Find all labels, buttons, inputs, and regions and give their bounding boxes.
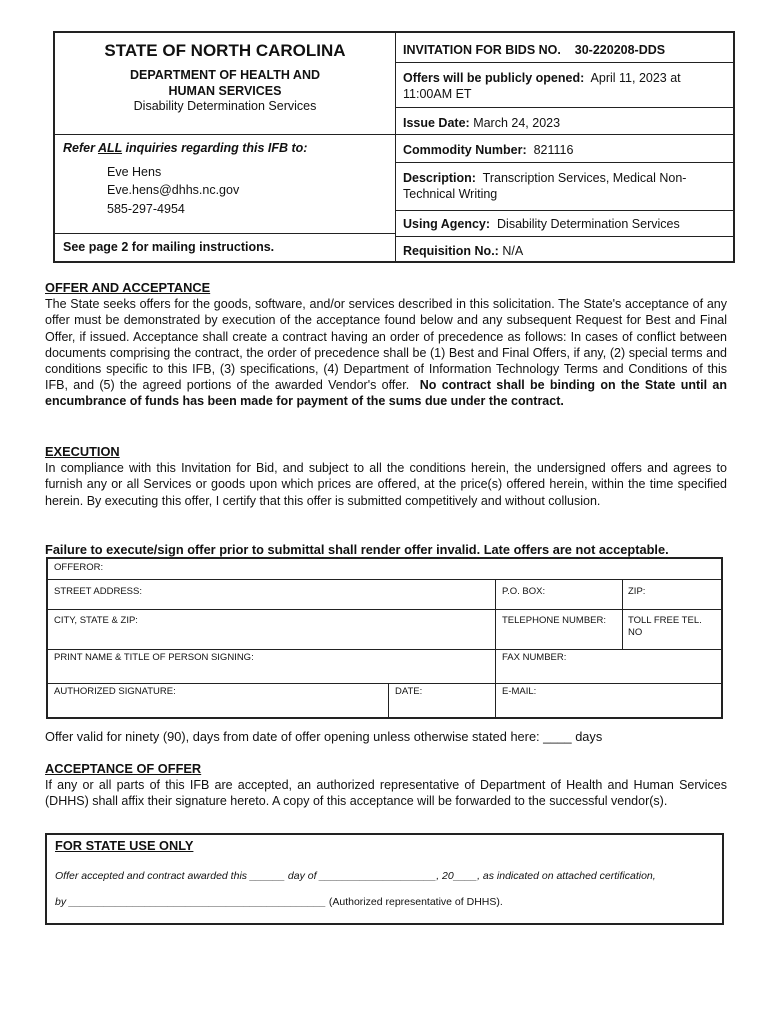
left-divider-2: [55, 233, 395, 234]
execution-heading: EXECUTION: [45, 444, 120, 459]
right-divider-4: [395, 162, 733, 163]
form-col-line-2: [622, 579, 623, 649]
form-col-line-3: [388, 683, 389, 717]
offers-opened: Offers will be publicly opened: April 11, 2023 at 11:00AM ET: [403, 71, 681, 101]
execution-body: In compliance with this Invitation for Bid, and subject to all the conditions herein, the undersigned offers and agrees to furnish any or all Services or goods upon which prices are offered, at the price(s) offered herein, within the time specified herein. By executing this offer, I certify that this offer is submitted competitively and without collusion.: [45, 461, 727, 508]
issue-date: Issue Date: March 24, 2023: [403, 116, 561, 130]
header-divider: [395, 33, 396, 261]
fax-field[interactable]: FAX NUMBER:: [502, 652, 567, 663]
state-use-box: [45, 833, 724, 925]
city-state-zip-field[interactable]: CITY, STATE & ZIP:: [54, 615, 138, 626]
state-title: STATE OF NORTH CAROLINA: [104, 41, 346, 60]
award-line[interactable]: Offer accepted and contract awarded this ______ day of ____________________, 20____, as indicated on attached certification,: [55, 870, 656, 882]
form-col-line-1: [495, 579, 496, 717]
email-field[interactable]: E-MAIL:: [502, 686, 537, 697]
right-divider-3: [395, 134, 733, 135]
form-row-line-2: [48, 609, 721, 610]
commodity-number: Commodity Number: 821116: [403, 143, 574, 157]
acceptance-of-offer-section: [45, 761, 727, 810]
acceptance-body: If any or all parts of this IFB are accepted, an authorized representative of Department of Health and Human Services (DHHS) shall affix their signature hereto. A copy of this acceptance will be forwarded to the successful vendor(s).: [45, 778, 727, 809]
contact-phone: 585-297-4954: [107, 202, 185, 216]
division-name: Disability Determination Services: [133, 99, 317, 113]
print-name-field[interactable]: PRINT NAME & TITLE OF PERSON SIGNING:: [54, 652, 254, 663]
zip-field[interactable]: ZIP:: [628, 586, 646, 597]
telephone-field[interactable]: TELEPHONE NUMBER:: [502, 615, 606, 626]
offer-and-acceptance-section: [45, 280, 727, 410]
state-use-heading: FOR STATE USE ONLY: [55, 838, 194, 853]
date-field[interactable]: DATE:: [395, 686, 423, 697]
acceptance-heading: ACCEPTANCE OF OFFER: [45, 761, 202, 776]
ifb-number: INVITATION FOR BIDS NO. 30-220208-DDS: [403, 43, 666, 57]
right-divider-5: [395, 210, 733, 211]
description: Description: Transcription Services, Medical Non-Technical Writing: [403, 171, 687, 201]
refer-inquiries: Refer ALL inquiries regarding this IFB to:: [63, 141, 308, 155]
offeror-form: [46, 557, 723, 719]
execution-section: [45, 444, 727, 509]
authorized-rep-line[interactable]: by ____________________________________________ (Authorized representative of DHHS).: [55, 896, 503, 908]
signature-field[interactable]: AUTHORIZED SIGNATURE:: [54, 686, 176, 697]
contact-name: Eve Hens: [107, 165, 162, 179]
form-row-line-4: [48, 683, 721, 684]
contact-email: Eve.hens@dhhs.nc.gov: [107, 183, 240, 197]
left-divider-1: [55, 134, 395, 135]
offer-acceptance-heading: OFFER AND ACCEPTANCE: [45, 280, 211, 295]
ifb-header-box: [53, 31, 735, 263]
form-row-line-1: [48, 579, 721, 580]
offer-acceptance-body: The State seeks offers for the goods, software, and/or services described in this solicitation. The State's acceptance of any offer must be demonstrated by execution of the acceptance found below and any subsequent Request for Best and Final Offer, if issued. Acceptance shall create a contract having an order of precedence as follows: In cases of conflict between documents comprising the contract, the order of precedence shall be (1) Best and Final Offers, if any, (2) special terms and conditions specific to this IFB, (3) specifications, (4) Department of Information Technology Terms and Conditions of this IFB, and (5) the agreed portions of the awarded Vendor's offer. No contract shall be binding on the State until an encumbrance of funds has been made for payment of the sums due under the contract.: [45, 297, 727, 409]
late-offer-warning: Failure to execute/sign offer prior to submittal shall render offer invalid. Late offers are not acceptable.: [45, 542, 669, 557]
right-divider-6: [395, 236, 733, 237]
po-box-field[interactable]: P.O. BOX:: [502, 586, 546, 597]
department-name: DEPARTMENT OF HEALTH AND HUMAN SERVICES: [129, 68, 321, 98]
mailing-instructions-note: See page 2 for mailing instructions.: [63, 240, 275, 254]
using-agency: Using Agency: Disability Determination Services: [403, 217, 680, 231]
offeror-field[interactable]: OFFEROR:: [54, 562, 104, 573]
right-divider-2: [395, 107, 733, 108]
form-row-line-3: [48, 649, 721, 650]
toll-free-field[interactable]: TOLL FREE TEL. NO: [628, 615, 702, 638]
offer-validity: Offer valid for ninety (90), days from date of offer opening unless otherwise stated here: ____ days: [45, 729, 603, 744]
right-divider-1: [395, 62, 733, 63]
requisition-number: Requisition No.: N/A: [403, 244, 524, 258]
street-address-field[interactable]: STREET ADDRESS:: [54, 586, 142, 597]
